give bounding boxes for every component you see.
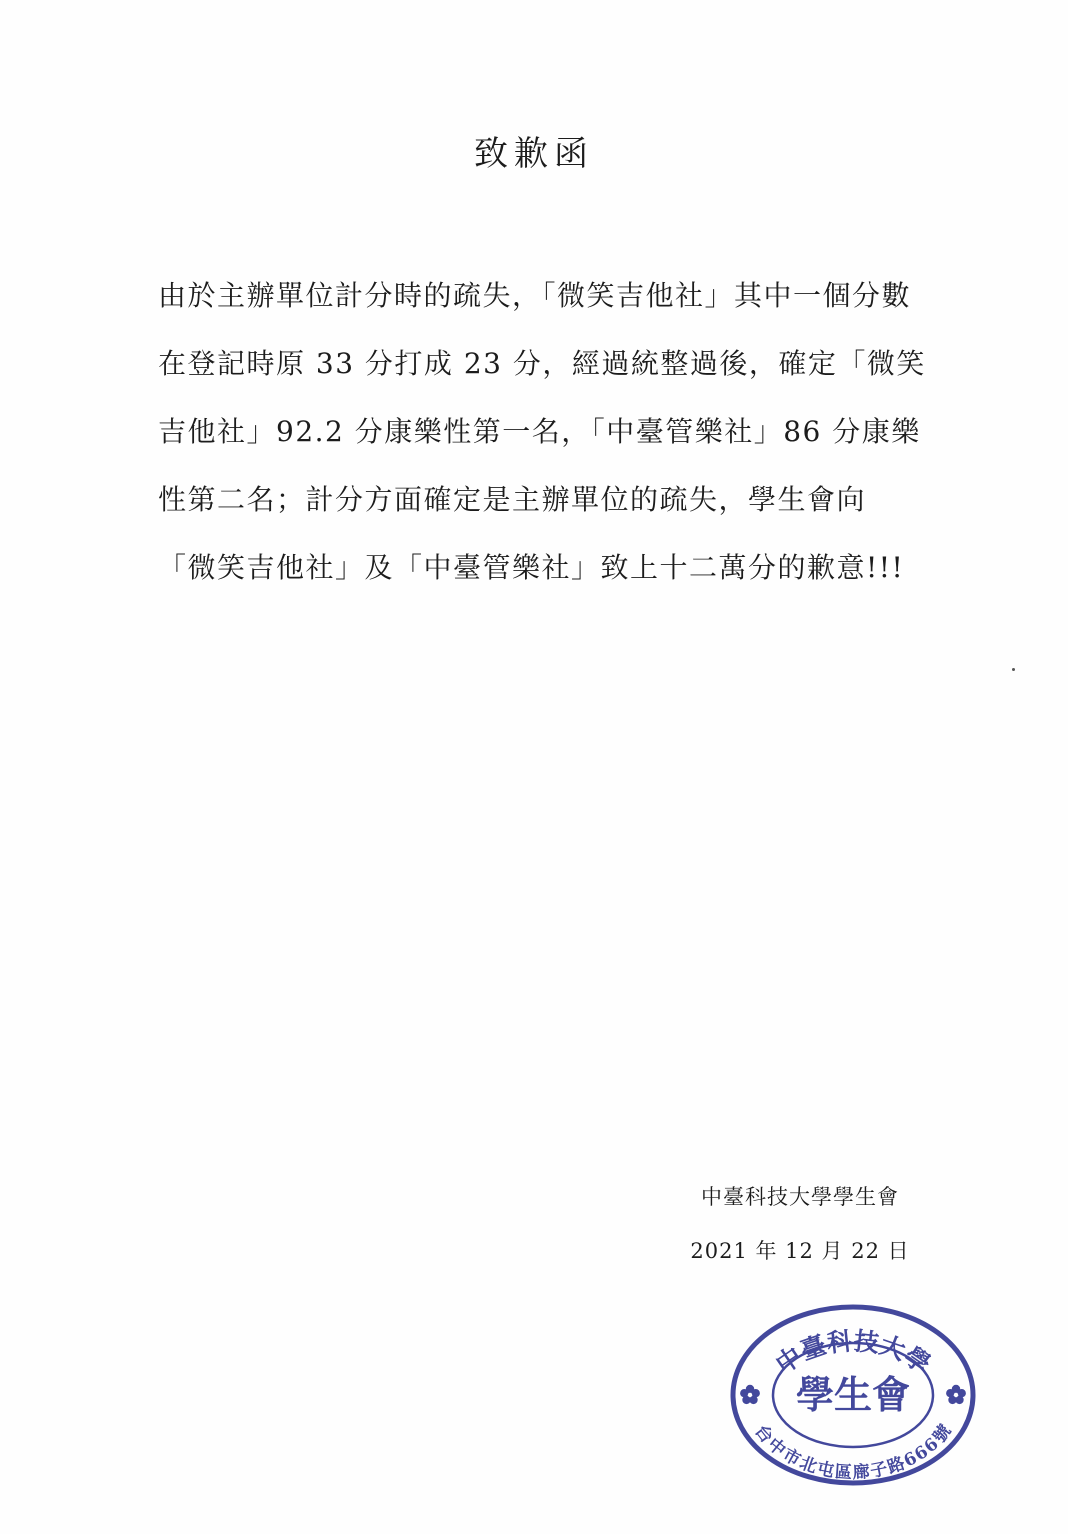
body-line: 在登記時原 33 分打成 23 分，經過統整過後，確定「微笑 bbox=[158, 347, 926, 380]
body-line: 性第二名；計分方面確定是主辦單位的疏失，學生會向 bbox=[158, 483, 867, 516]
signature-organization: 中臺科技大學學生會 bbox=[701, 1185, 899, 1209]
paper-speck bbox=[1012, 668, 1015, 671]
body-line: 由於主辦單位計分時的疏失，「微笑吉他社」其中一個分數 bbox=[158, 279, 912, 312]
seal-bottom-text: 台中市北屯區廍子路666號 bbox=[750, 1421, 956, 1484]
seal-center-text: 學生會 bbox=[795, 1372, 911, 1417]
body-line: 吉他社」92.2 分康樂性第一名，「中臺管樂社」86 分康樂 bbox=[158, 415, 921, 448]
plum-blossom-icon bbox=[740, 1385, 760, 1404]
letter-title: 致歉函 bbox=[474, 134, 594, 174]
seal-top-text: 中臺科技大學 bbox=[770, 1326, 936, 1380]
signature-block bbox=[690, 1180, 910, 1268]
signature-date: 2021 年 12 月 22 日 bbox=[690, 1239, 910, 1263]
plum-blossom-icon bbox=[946, 1385, 966, 1404]
letter-body bbox=[158, 262, 926, 602]
official-seal bbox=[728, 1302, 978, 1488]
body-line: 「微笑吉他社」及「中臺管樂社」致上十二萬分的歉意!!! bbox=[158, 551, 905, 584]
